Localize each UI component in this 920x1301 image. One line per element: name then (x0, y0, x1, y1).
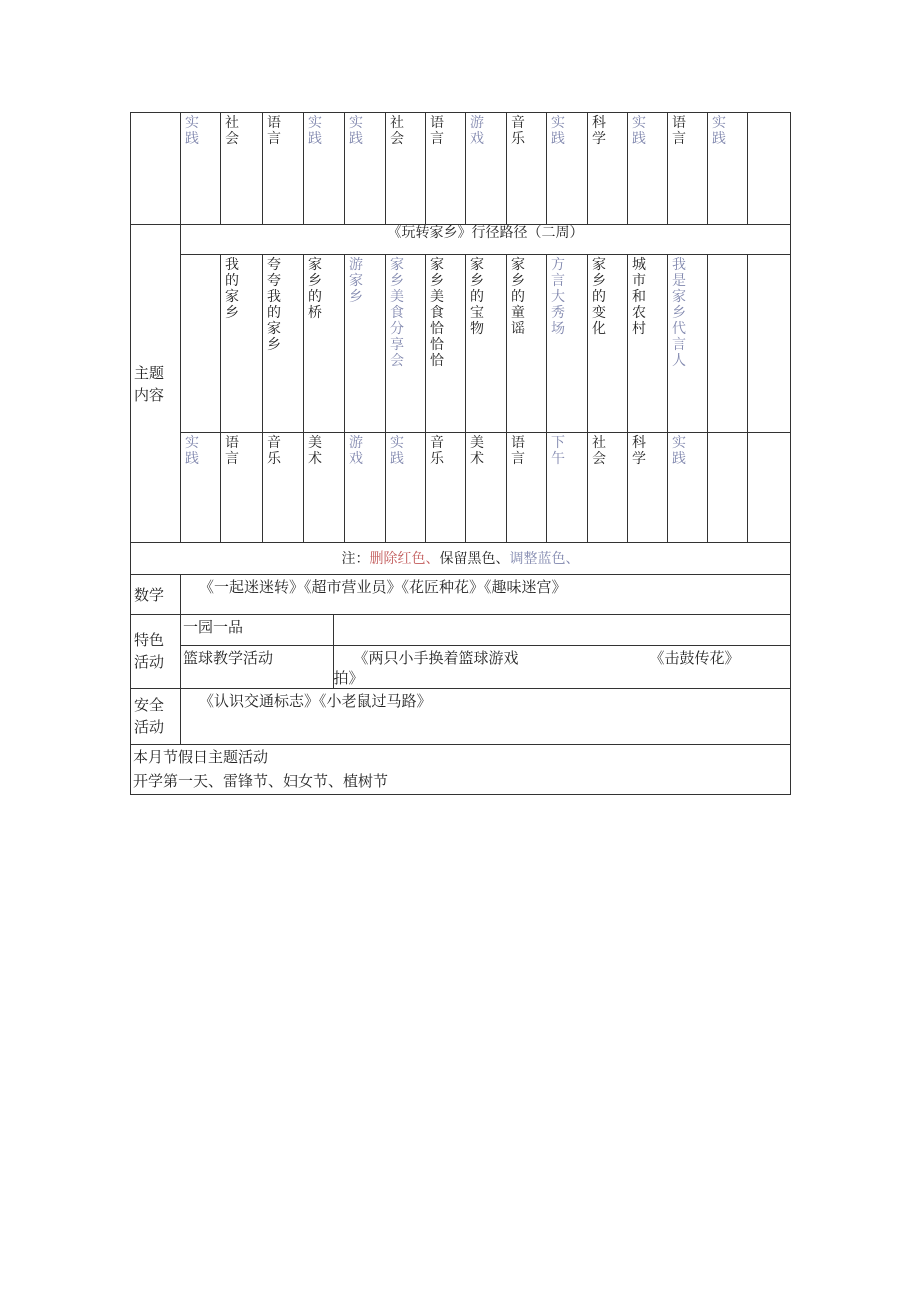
subject-cell: 美术 (470, 435, 484, 467)
holiday-cell (131, 744, 791, 794)
topic-cell: 家乡美食分享会 (390, 257, 404, 369)
safety-label-cell (131, 688, 181, 744)
topic-cell: 家乡的童谣 (511, 257, 525, 337)
row1-cell: 实践 (308, 115, 322, 147)
row1-cell: 语言 (672, 115, 686, 147)
topic-cell: 我是家乡代言人 (672, 257, 686, 369)
subject-cell: 实践 (672, 435, 686, 467)
theme-label-cell (131, 225, 181, 543)
feature-content-1 (333, 615, 790, 645)
row1-cell: 语言 (430, 115, 444, 147)
subject-cell (748, 433, 766, 435)
subject-row-bottom (131, 433, 791, 543)
feature-label-cell (131, 615, 181, 689)
subject-cell: 语言 (511, 435, 525, 467)
safety-content-cell (181, 688, 791, 744)
row1-cell: 社会 (225, 115, 239, 147)
feature-game-b: 《击鼓传花》 (649, 648, 740, 667)
safety-label: 安全活动 (134, 696, 165, 736)
feature-name-1: 一园一品 (181, 615, 333, 645)
theme-label: 主题内容 (134, 363, 165, 404)
math-content-cell (181, 575, 791, 615)
feature-content-2 (333, 645, 790, 688)
subject-cell: 语言 (225, 435, 239, 467)
color-note (131, 543, 791, 575)
topic-cell: 方言大秀场 (551, 257, 565, 337)
row1-cell: 游戏 (470, 115, 484, 147)
topic-cell: 夸夸我的家乡 (267, 257, 281, 353)
math-label: 数学 (134, 585, 165, 604)
topic-cell: 家乡的桥 (308, 257, 322, 321)
row1-cell: 音乐 (511, 115, 525, 147)
topic-cell (748, 255, 766, 257)
path-title-row (131, 225, 791, 255)
subject-cell: 社会 (592, 435, 606, 467)
feature-subtable (181, 615, 790, 688)
feature-game-a: 《两只小手换着篮球游戏 (353, 648, 519, 667)
note-prefix: 注： (341, 550, 370, 567)
subject-cell: 下午 (551, 435, 565, 467)
row1-cell: 实践 (632, 115, 646, 147)
row1-cell: 社会 (390, 115, 404, 147)
path-title: 《玩转家乡》行径路径（二周） (181, 225, 791, 255)
row1-cell: 实践 (185, 115, 199, 147)
safety-row (131, 688, 791, 744)
note-red: 删除红色、 (369, 550, 440, 567)
subject-cell: 音乐 (267, 435, 281, 467)
feature-name-2: 篮球教学活动 (181, 645, 333, 688)
note-black: 保留黑色、 (439, 550, 510, 567)
topic-cell: 家乡的宝物 (470, 257, 484, 337)
holiday-content: 开学第一天、雷锋节、妇女节、植树节 (133, 771, 389, 790)
row1-cell (748, 113, 766, 115)
row1-cell: 实践 (349, 115, 363, 147)
note-blue: 调整蓝色、 (509, 550, 580, 567)
subject-row-top (131, 113, 791, 225)
math-label-cell (131, 575, 181, 615)
feature-content-cell (181, 615, 791, 689)
topic-cell: 城市和农村 (632, 257, 646, 337)
topic-cell (708, 255, 726, 257)
row1-cell: 实践 (551, 115, 565, 147)
plan-table (130, 112, 791, 795)
topic-cell (181, 255, 199, 257)
feature-label: 特色活动 (134, 631, 165, 672)
topic-row (131, 255, 791, 433)
feature-row (131, 615, 791, 689)
holiday-row (131, 744, 791, 794)
math-row (131, 575, 791, 615)
topic-cell: 家乡美食恰恰恰 (430, 257, 444, 369)
safety-content: 《认识交通标志》《小老鼠过马路》 (199, 691, 432, 710)
subject-cell: 游戏 (349, 435, 363, 467)
note-row (131, 543, 791, 575)
subject-cell: 科学 (632, 435, 646, 467)
topic-cell: 我的家乡 (225, 257, 239, 321)
topic-cell: 家乡的变化 (592, 257, 606, 337)
row1-cell: 语言 (267, 115, 281, 147)
subject-cell: 实践 (390, 435, 404, 467)
feature-game-c: 拍》 (333, 668, 364, 687)
subject-cell: 音乐 (430, 435, 444, 467)
subject-cell: 美术 (308, 435, 322, 467)
row1-cell: 科学 (592, 115, 606, 147)
math-content: 《一起迷迷转》《超市营业员》《花匠种花》《趣味迷宫》 (199, 578, 567, 596)
subject-cell: 实践 (185, 435, 199, 467)
row-label-empty (131, 113, 181, 225)
row1-cell: 实践 (712, 115, 726, 147)
topic-cell: 游家乡 (349, 257, 363, 305)
subject-cell (708, 433, 726, 435)
holiday-label: 本月节假日主题活动 (133, 747, 269, 766)
